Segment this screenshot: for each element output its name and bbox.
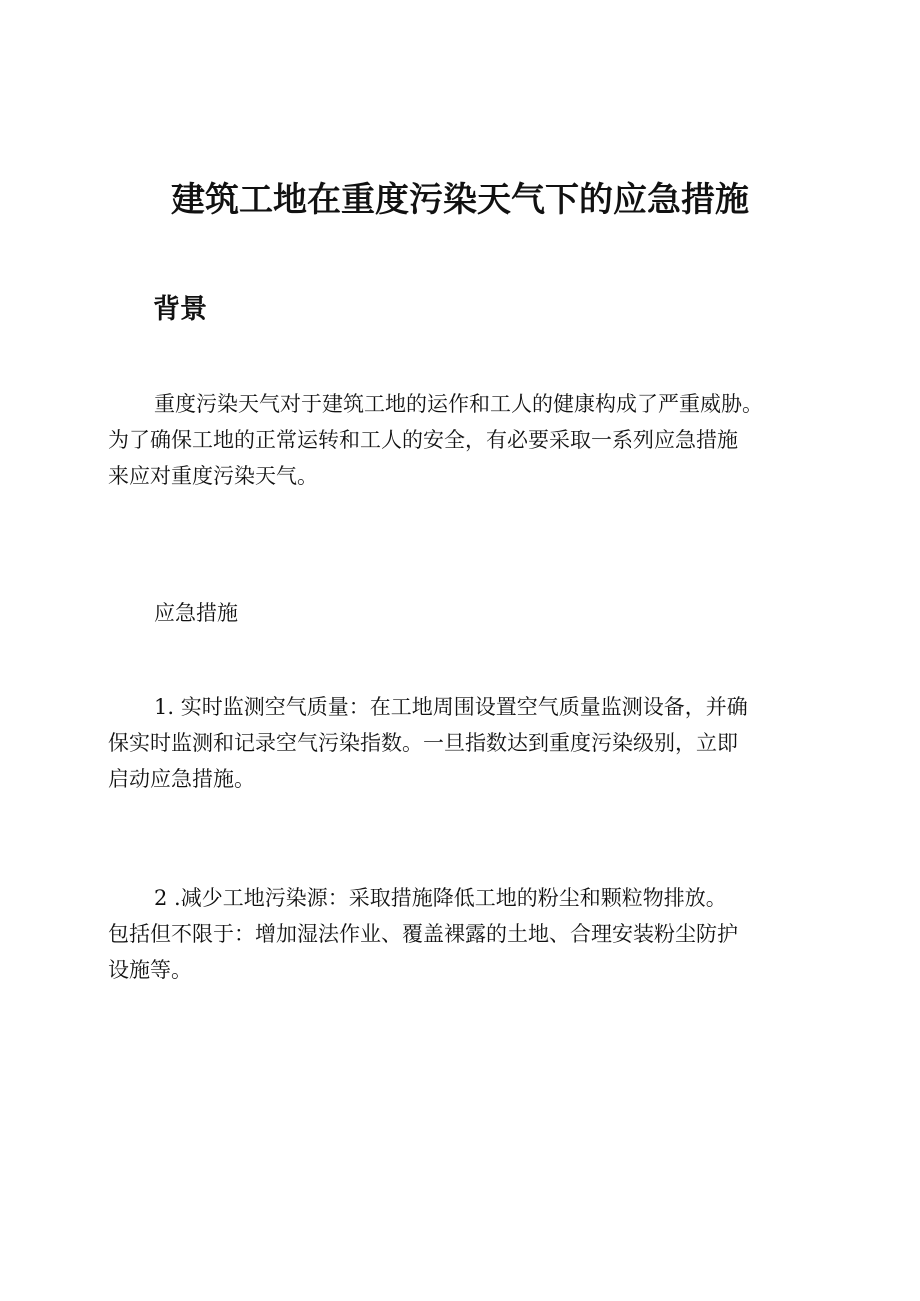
section-heading-background: 背景 bbox=[153, 294, 207, 325]
document-title: 建筑工地在重度污染天气下的应急措施 bbox=[171, 180, 749, 220]
paragraph-line: 来应对重度污染天气。 bbox=[108, 464, 318, 488]
measure-item-1 bbox=[108, 689, 820, 797]
measure-item-2 bbox=[108, 880, 820, 988]
paragraph-line: 启动应急措施。 bbox=[108, 767, 255, 791]
paragraph-line: 重度污染天气对于建筑工地的运作和工人的健康构成了严重威胁。 bbox=[154, 392, 763, 416]
paragraph-line: 2 .减少工地污染源：采取措施降低工地的粉尘和颗粒物排放。 bbox=[154, 886, 727, 910]
paragraph-line: 为了确保工地的正常运转和工人的安全，有必要采取一系列应急措施 bbox=[108, 428, 738, 452]
paragraph-line: 保实时监测和记录空气污染指数。一旦指数达到重度污染级别，立即 bbox=[108, 731, 738, 755]
paragraph-line: 包括但不限于：增加湿法作业、覆盖裸露的土地、合理安装粉尘防护 bbox=[108, 922, 738, 946]
paragraph-line: 设施等。 bbox=[108, 958, 192, 982]
section-heading-measures: 应急措施 bbox=[154, 601, 238, 625]
paragraph-line: 1. 实时监测空气质量：在工地周围设置空气质量监测设备，并确 bbox=[154, 695, 748, 719]
background-paragraph bbox=[108, 386, 820, 494]
